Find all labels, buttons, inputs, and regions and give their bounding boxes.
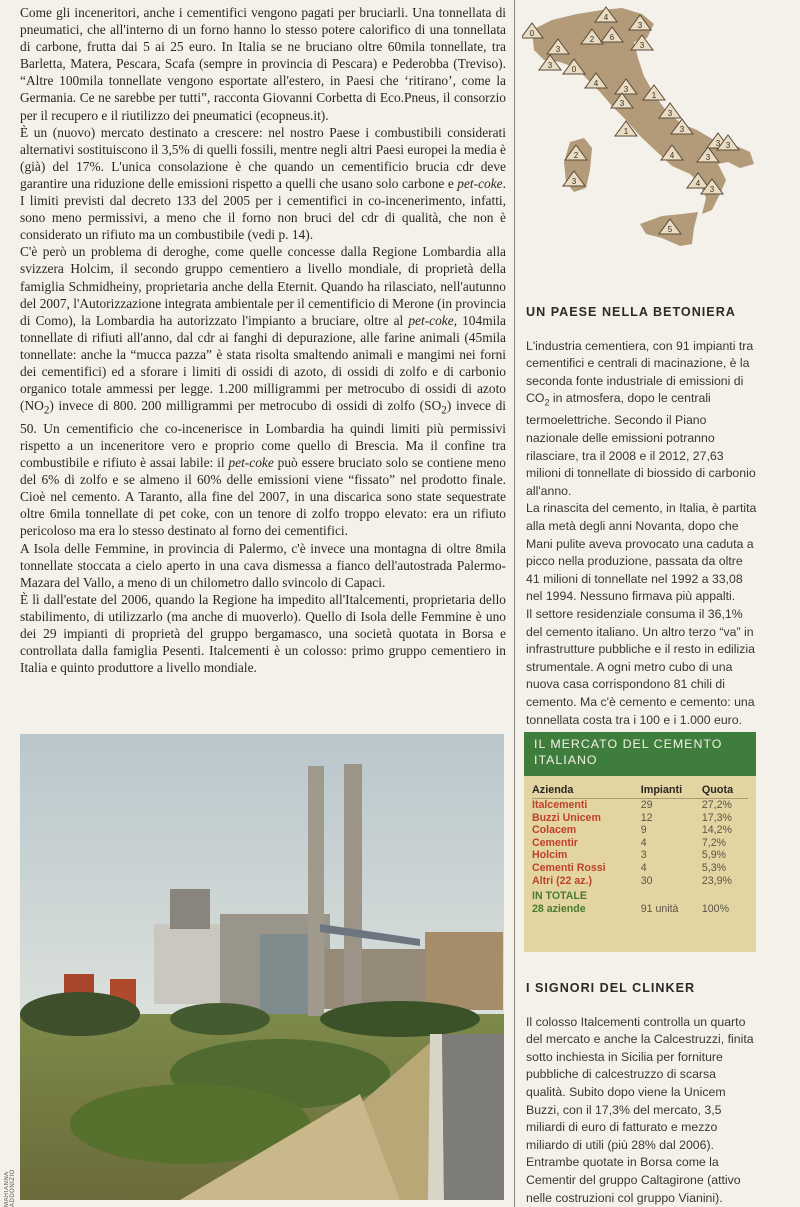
market-share: 23,9% bbox=[701, 874, 732, 887]
table-row bbox=[532, 812, 748, 825]
table-row bbox=[532, 837, 748, 850]
company-name: Colacem bbox=[532, 824, 577, 837]
column-divider bbox=[514, 0, 515, 1207]
road bbox=[442, 1034, 504, 1200]
table-row bbox=[532, 862, 748, 875]
italy-map-graphic bbox=[522, 2, 762, 252]
article-paragraph: C'è però un problema di deroghe, come quelle concesse dalla Regione Lombardia alla svizzera Holcim, il secondo gruppo cementiero a livello mondiale, di proprietà della famiglia Schmidheiny, proprietaria anche della Eternit. Quando ha rilasciato, nell'autunno del 2007, l'Autorizzazione integrata ambientale per il cementificio di Merone (in provincia di Como), la Lombardia ha autorizzato l'impianto a bruciare, oltre al pet-coke, 104mila tonnellate di rifiuti all'anno, dal cdr ai fanghi di depurazione, alle farine animali (45mila tonnellate: anche la “mucca pazza” è stata risolta smaltendo animali e mangimi nei forni dei cementifici) ed a sforare i limiti di ossidi di azoto, di ossidi di zolfo e di carbonio organico totale ammessi per legge. 1.200 milligrammi per metrocubo di ossidi di azoto $(NO_2)$ invece di 800. 200 milligrammi per metrocubo di ossidi di zolfo $(SO_2)$ invece di 50. Un cementificio che co-incenerisce in Lombardia ha quindi limiti più permissivi rispetto a un inceneritore vero e proprio come quello di Brescia. Ma il confine tra combustibile e rifiuto è assai labile: il pet-coke può essere bruciato solo se contiene meno del 6% di zolfo e se almeno il 60% delle emissioni viene “fissato” nel prodotto finale. Cioè nel cemento. A Taranto, alla fine del 2007, in una discarica sono state sequestrate oltre 6mila tonnellate di pet coke, con un tenore di zolfo troppo elevato: era un rifiuto pericoloso ma era lo stesso destinato al forno dei cementifici. bbox=[20, 244, 507, 539]
plants-count: 3 bbox=[640, 849, 647, 862]
table-row bbox=[532, 849, 748, 862]
sidebar-paragraph: Il colosso Italcementi controlla un quarto del mercato e anche la Calcestruzzi, finita sotto inchiesta in Sicilia per forniture pubbliche di calcestruzzo di scarsa qualità. Subito dopo viene la Unicem Buzzi, con il 17,3% del mercato, 3,5 miliardi di euro di fatturato e mezzo miliardo di utili (più 28% dal 2006). Entrambe quotate in Borsa come la Cementir del gruppo Caltagirone (attivo nelle costruzioni col gruppo Vianini). bbox=[526, 1014, 754, 1205]
company-name: Buzzi Unicem bbox=[532, 811, 601, 824]
company-name: Cementi Rossi bbox=[532, 861, 606, 874]
sidebar-paragraph: La rinascita del cemento, in Italia, è partita alla metà degli anni Novanta, dopo che Mani pulite aveva provocato una caduta a picco nella produzione, passata da oltre 41 milioni di tonnellate nel 1992 a 33,08 nel 1994. Nessuno firmava più appalti. bbox=[526, 501, 757, 604]
market-table bbox=[532, 782, 748, 915]
total-label-line1: IN TOTALE bbox=[532, 890, 587, 903]
table-row bbox=[532, 799, 748, 812]
plant-count-label: 1 bbox=[651, 91, 657, 100]
table-row bbox=[532, 875, 748, 888]
total-label-line2: 28 aziende bbox=[532, 902, 586, 915]
plant-count-label: 3 bbox=[637, 21, 643, 30]
sidebar-text: L'industria cementiera, con 91 impianti tra cementifici e centrali di macinazione, è la seconda fonte industriale di emissioni di CO bbox=[526, 338, 754, 406]
header-quota: Quota bbox=[702, 782, 748, 799]
company-name: Holcim bbox=[532, 849, 568, 862]
plant-count-label: 6 bbox=[609, 33, 615, 42]
plant-count-label: 0 bbox=[529, 29, 535, 38]
plant-count-label: 1 bbox=[623, 127, 629, 136]
plant-count-label: 0 bbox=[571, 65, 577, 74]
factory-tower bbox=[170, 889, 210, 929]
factory-block bbox=[425, 932, 503, 1010]
header-azienda: Azienda bbox=[532, 782, 641, 799]
plants-count: 29 bbox=[640, 799, 653, 811]
market-share: 5,3% bbox=[701, 861, 727, 874]
plants-count: 4 bbox=[640, 836, 647, 849]
plant-count-label: 3 bbox=[571, 177, 577, 186]
cement-plant-photo bbox=[20, 734, 504, 1200]
chimney bbox=[308, 766, 324, 1016]
total-plants: 91 unità bbox=[640, 902, 679, 915]
header-impianti: Impianti bbox=[641, 782, 702, 799]
market-share: 17,3% bbox=[701, 811, 732, 824]
article-paragraph: A Isola delle Femmine, in provincia di Palermo, c'è invece una montagna di oltre 8mila tonnellate stoccata a cielo aperto in una cava dismessa a fianco dell'autostrada Palermo-Mazara del Vallo, a meno di un chilometro dallo svincolo di Capaci. bbox=[20, 540, 506, 590]
photo-credit: MARIANNA ADDONIZIO bbox=[4, 1169, 16, 1207]
article-paragraph: Come gli inceneritori, anche i cementifici vengono pagati per bruciarli. Una tonnellata di pneumatici, che all'interno di un forno hanno lo stesso potere calorifico di una tonnellata di carbone, frutta dai 5 ai 25 euro. In Italia se ne bruciano oltre 60mila tonnellate, tra Barletta, Matera, Pescara, Scafa (sempre in provincia di Pescara) e Pederobba (Treviso). “Altre 100mila tonnellate vengono esportate all'estero, in Paesi che ‘ritirano’, come la Germania. Ce ne sarebbe per tutti”, racconta Giovanni Corbetta di Eco.Pneus, il consorzio per il recupero e il riutilizzo dei pneumatici (ecopneus.it). bbox=[20, 5, 506, 123]
market-share: 27,2% bbox=[701, 799, 732, 811]
sidebar-paese bbox=[526, 304, 758, 729]
sidebar-clinker bbox=[526, 980, 758, 1207]
total-share: 100% bbox=[701, 902, 729, 915]
tree-line bbox=[170, 1003, 270, 1035]
plant-count-label: 5 bbox=[667, 225, 673, 234]
plants-count: 9 bbox=[640, 824, 647, 837]
plants-count: 4 bbox=[640, 861, 647, 874]
subscript: 2 bbox=[544, 397, 550, 408]
plant-count-label: 3 bbox=[705, 153, 711, 162]
plant-count-label: 4 bbox=[695, 179, 701, 188]
market-table-title: IL MERCATO DEL CEMENTO ITALIANO bbox=[524, 732, 756, 776]
plant-count-label: 4 bbox=[669, 151, 675, 160]
market-table-box bbox=[524, 732, 756, 952]
plant-count-label: 3 bbox=[715, 139, 721, 148]
company-name: Cementir bbox=[532, 836, 578, 849]
photo-graphic bbox=[20, 734, 504, 1200]
plant-count-label: 3 bbox=[623, 85, 629, 94]
chimney bbox=[344, 764, 362, 1014]
factory-block bbox=[325, 949, 425, 1009]
sidebar-title: UN PAESE NELLA BETONIERA bbox=[526, 305, 736, 319]
plant-count-label: 3 bbox=[547, 61, 553, 70]
table-header-row bbox=[532, 782, 748, 799]
market-share: 5,9% bbox=[701, 849, 727, 862]
sidebar-text: in atmosfera, dopo le centrali termoelettriche. Secondo il Piano nazionale delle emissioni potranno rilasciare, tra il 2008 e il 2012, 27,63 milioni di tonnellate di biossido di carbonio all'anno. bbox=[526, 391, 756, 498]
main-article bbox=[20, 4, 506, 676]
plants-count: 12 bbox=[640, 811, 653, 824]
italy-map bbox=[522, 2, 762, 252]
plant-count-label: 3 bbox=[709, 185, 715, 194]
article-paragraph: È un (nuovo) mercato destinato a crescere: nel nostro Paese i combustibili considerati alternativi sostituiscono il 3,5% di quelli fossili, mentre negli altri Paesi europei la media è (già) del 17%. L'unica consolazione è che quando un cementificio brucia cdr deve garantire una riduzione delle emissioni rispetto a quelli che usano solo carbone e pet-coke. I limiti previsti dal decreto 133 del 2005 per i cementifici in co-incenerimento, infatti, sono meno permissivi, a meno che il forno non bruci del cdr di qualità, che non è considerato un rifiuto ma un combustibile (vedi p. 14). bbox=[20, 124, 506, 243]
plant-count-label: 3 bbox=[667, 109, 673, 118]
plant-count-label: 2 bbox=[573, 151, 579, 160]
plant-count-label: 3 bbox=[679, 125, 685, 134]
market-share: 7,2% bbox=[701, 836, 727, 849]
article-paragraph: È lì dall'estate del 2006, quando la Regione ha impedito all'Italcementi, proprietaria dello stabilimento, di utilizzarlo (ma anche di muoverlo). Quello di Isola delle Femmine è uno dei 29 impianti di proprietà del gruppo bergamasco, una società quotata in Borsa e controllata dalla famiglia Pesenti. Italcementi è un colosso: primo gruppo cementiero in Italia e quinto produttore a livello mondiale. bbox=[20, 591, 506, 676]
table-row bbox=[532, 824, 748, 837]
plant-count-label: 4 bbox=[603, 13, 609, 22]
tree-line bbox=[320, 1001, 480, 1037]
plants-count: 30 bbox=[640, 874, 653, 887]
sidebar-title: I SIGNORI DEL CLINKER bbox=[526, 981, 696, 995]
company-name: Italcementi bbox=[532, 799, 588, 811]
table-total-row bbox=[532, 887, 748, 915]
plant-count-label: 3 bbox=[619, 99, 625, 108]
plant-count-label: 3 bbox=[555, 45, 561, 54]
road-curb bbox=[428, 1034, 444, 1200]
company-name: Altri (22 az.) bbox=[532, 874, 593, 887]
plant-count-label: 4 bbox=[593, 79, 599, 88]
tree-line bbox=[20, 992, 140, 1036]
plant-count-label: 2 bbox=[589, 35, 595, 44]
total-label bbox=[532, 887, 641, 915]
market-share: 14,2% bbox=[701, 824, 732, 837]
silo bbox=[154, 924, 222, 1004]
plant-count-label: 3 bbox=[725, 141, 731, 150]
sidebar-paragraph bbox=[526, 338, 758, 501]
plant-count-label: 3 bbox=[639, 41, 645, 50]
sidebar-paragraph: Il settore residenziale consuma il 36,1% del cemento italiano. Un altro terzo “va” in infrastrutture pubbliche e il resto in edilizia strumentale. A ogni metro cubo di una nuova casa corrispondono 81 chili di cemento. Ma c'è cemento e cemento: una tonnellata costa tra i 100 e i 1.000 euro. bbox=[526, 606, 755, 727]
